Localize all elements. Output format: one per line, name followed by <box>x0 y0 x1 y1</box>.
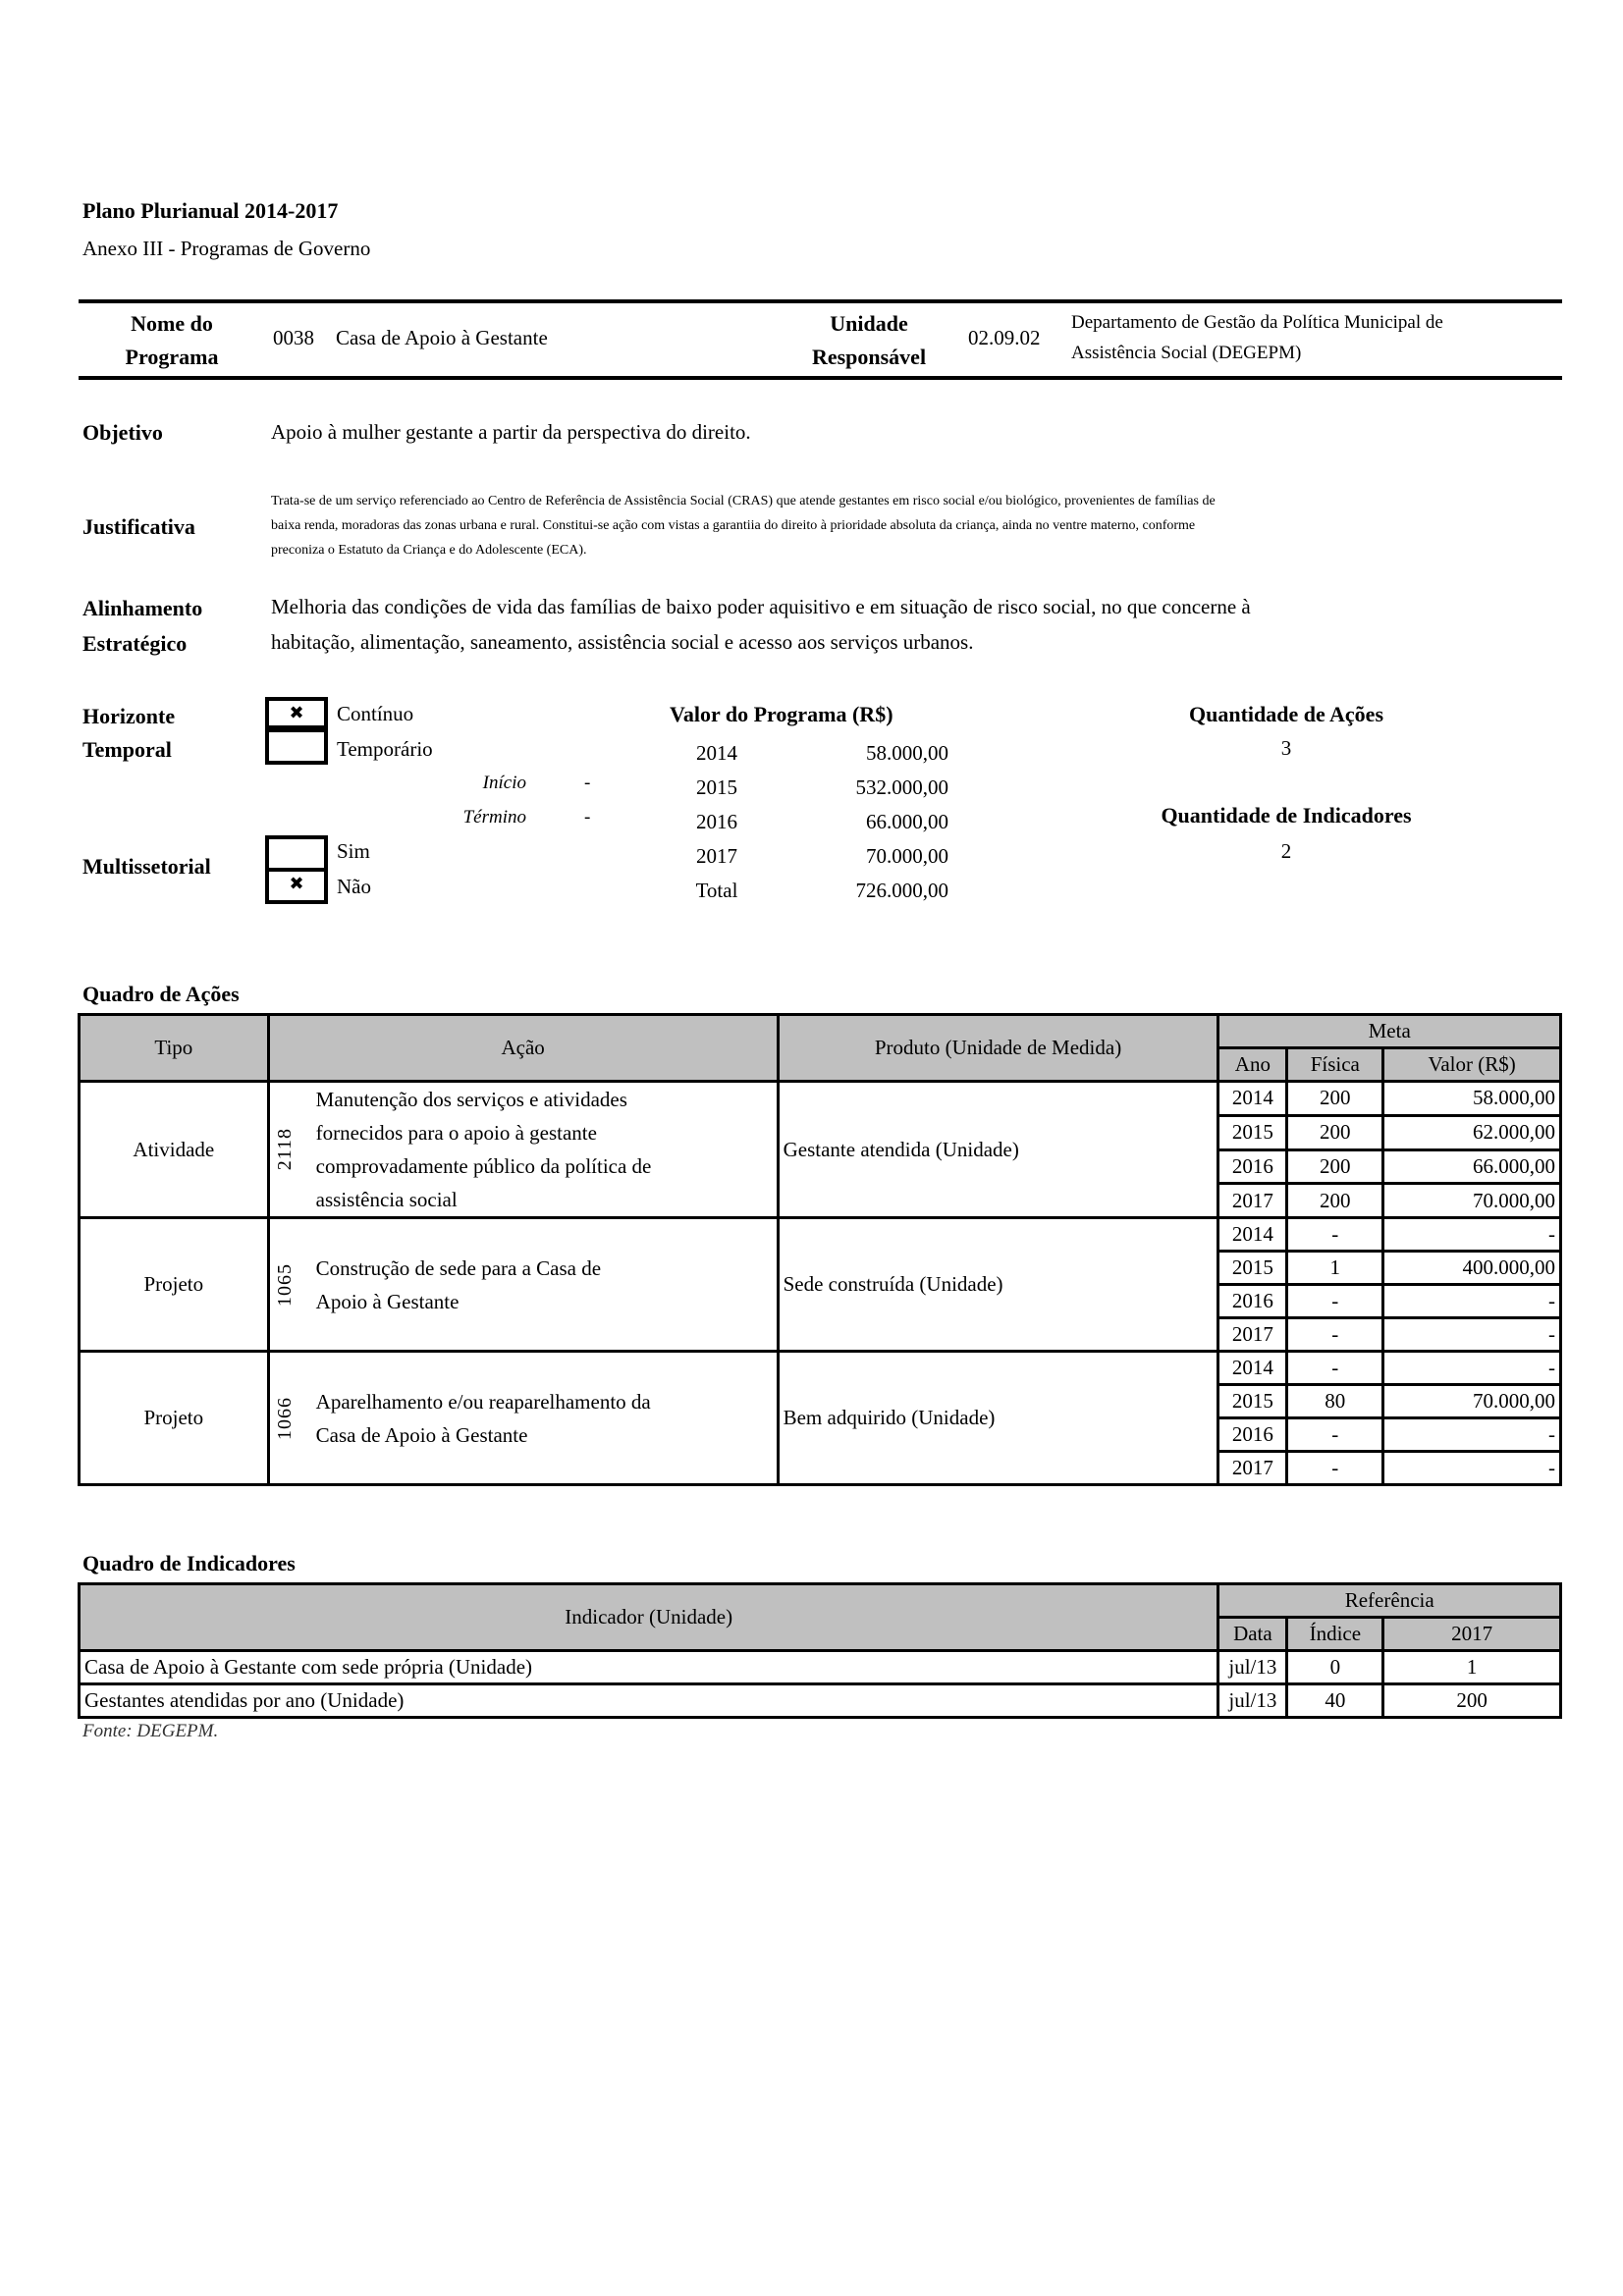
checkbox-temporario[interactable] <box>265 728 328 765</box>
meta-valor: - <box>1383 1418 1561 1452</box>
meta-fisica: - <box>1287 1285 1383 1318</box>
acao-produto: Gestante atendida (Unidade) <box>778 1082 1218 1218</box>
justificativa-text <box>271 489 1567 562</box>
alinhamento-text <box>271 589 1251 660</box>
meta-valor: 62.000,00 <box>1383 1115 1561 1149</box>
indicador-meta: 1 <box>1383 1651 1561 1684</box>
option-temporario-label: Temporário <box>337 737 433 761</box>
acao-line: assistência social <box>315 1188 458 1211</box>
meta-ano: 2015 <box>1218 1385 1287 1418</box>
valor-year: 2015 <box>696 775 737 799</box>
table-row <box>80 1082 1561 1116</box>
meta-valor: - <box>1383 1352 1561 1385</box>
col-fisica: Física <box>1287 1048 1383 1082</box>
meta-fisica: 200 <box>1287 1115 1383 1149</box>
meta-ano: 2014 <box>1218 1218 1287 1252</box>
col-meta: Meta <box>1218 1015 1561 1048</box>
quantidade-indicadores-value: 2 <box>1280 839 1292 863</box>
valor-programa-list <box>668 736 962 908</box>
alinhamento-line: habitação, alimentação, saneamento, assistência social e acesso aos serviços urbanos. <box>271 630 974 654</box>
meta-fisica: 80 <box>1287 1385 1383 1418</box>
quantidade-acoes-value: 3 <box>1280 736 1292 760</box>
table-row <box>80 1218 1561 1252</box>
inicio-label: Início <box>482 773 526 793</box>
valor-row <box>668 771 962 805</box>
acao-descricao <box>268 1218 778 1352</box>
meta-fisica: 200 <box>1287 1184 1383 1218</box>
program-name-label <box>98 307 245 374</box>
acao-tipo: Atividade <box>80 1082 269 1218</box>
col-indice: Índice <box>1287 1618 1383 1651</box>
acao-line: fornecidos para o apoio à gestante <box>315 1121 597 1145</box>
col-indicador: Indicador (Unidade) <box>80 1584 1218 1651</box>
alinhamento-label-line2: Estratégico <box>82 631 188 656</box>
meta-ano: 2016 <box>1218 1149 1287 1184</box>
quadro-indicadores-title: Quadro de Indicadores <box>82 1551 296 1575</box>
table-header-row <box>80 1584 1561 1618</box>
meta-ano: 2014 <box>1218 1352 1287 1385</box>
document-subtitle: Anexo III - Programas de Governo <box>82 237 371 260</box>
acao-cell <box>274 1385 773 1452</box>
valor-amount: 58.000,00 <box>866 741 948 765</box>
program-name: Casa de Apoio à Gestante <box>336 326 548 349</box>
acao-codigo: 1065 <box>273 1262 296 1307</box>
table-row <box>80 1684 1561 1718</box>
meta-ano: 2017 <box>1218 1184 1287 1218</box>
meta-valor: 70.000,00 <box>1383 1385 1561 1418</box>
meta-valor: 70.000,00 <box>1383 1184 1561 1218</box>
meta-valor: - <box>1383 1452 1561 1485</box>
acao-line: Manutenção dos serviços e atividades <box>315 1088 627 1111</box>
meta-ano: 2017 <box>1218 1452 1287 1485</box>
quadro-acoes-table <box>78 1013 1562 1486</box>
unit-name-line2: Assistência Social (DEGEPM) <box>1071 343 1302 363</box>
unit-name <box>1071 307 1443 368</box>
objetivo-label: Objetivo <box>82 420 163 445</box>
valor-total-amount: 726.000,00 <box>855 879 948 902</box>
acao-line: Construção de sede para a Casa de <box>315 1255 602 1280</box>
acao-text <box>297 1252 601 1318</box>
acao-tipo: Projeto <box>80 1218 269 1352</box>
program-code: 0038 <box>273 326 314 349</box>
responsible-unit-label <box>785 307 952 374</box>
checkbox-nao[interactable]: ✖ <box>265 868 328 904</box>
valor-year: 2016 <box>696 810 737 833</box>
option-continuo-label: Contínuo <box>337 702 414 725</box>
meta-valor: - <box>1383 1318 1561 1352</box>
program-name-label-line1: Nome do <box>131 311 213 336</box>
meta-valor: 400.000,00 <box>1383 1252 1561 1285</box>
alinhamento-label <box>82 591 202 662</box>
quantidade-indicadores-label: Quantidade de Indicadores <box>1161 803 1412 828</box>
checkbox-sim[interactable] <box>265 835 328 872</box>
multissetorial-label: Multissetorial <box>82 854 211 879</box>
acao-produto: Sede construída (Unidade) <box>778 1218 1218 1352</box>
indicador-data: jul/13 <box>1218 1651 1287 1684</box>
valor-programa-title: Valor do Programa (R$) <box>670 702 893 726</box>
acao-text <box>297 1385 651 1452</box>
acao-codigo: 1066 <box>273 1396 296 1440</box>
indicador-nome: Gestantes atendidas por ano (Unidade) <box>80 1684 1218 1718</box>
meta-ano: 2015 <box>1218 1252 1287 1285</box>
document-title: Plano Plurianual 2014-2017 <box>82 198 339 223</box>
meta-fisica: - <box>1287 1218 1383 1252</box>
horizonte-label-line2: Temporal <box>82 737 172 762</box>
header-bottom-rule <box>79 376 1562 380</box>
checkbox-continuo[interactable]: ✖ <box>265 697 328 729</box>
meta-fisica: - <box>1287 1418 1383 1452</box>
justificativa-line: Trata-se de um serviço referenciado ao Centro de Referência de Assistência Social (CRAS) que atende gestantes em risco social e/ou biológico, provenientes de famílias de <box>271 494 1216 508</box>
acao-produto: Bem adquirido (Unidade) <box>778 1352 1218 1485</box>
meta-ano: 2016 <box>1218 1418 1287 1452</box>
source-note: Fonte: DEGEPM. <box>82 1721 219 1741</box>
indicador-indice: 0 <box>1287 1651 1383 1684</box>
valor-amount: 66.000,00 <box>866 810 948 833</box>
meta-fisica: - <box>1287 1318 1383 1352</box>
header-top-rule <box>79 299 1562 303</box>
termino-label: Término <box>462 807 526 828</box>
acao-descricao <box>268 1082 778 1218</box>
valor-amount: 532.000,00 <box>855 775 948 799</box>
valor-year: 2014 <box>696 741 737 765</box>
program-name-label-line2: Programa <box>125 345 219 369</box>
table-row <box>80 1651 1561 1684</box>
unit-name-line1: Departamento de Gestão da Política Municipal de <box>1071 312 1443 333</box>
col-data: Data <box>1218 1618 1287 1651</box>
meta-valor: - <box>1383 1285 1561 1318</box>
horizonte-label <box>82 700 175 767</box>
meta-fisica: - <box>1287 1352 1383 1385</box>
valor-row <box>668 805 962 839</box>
acao-descricao <box>268 1352 778 1485</box>
meta-valor: 66.000,00 <box>1383 1149 1561 1184</box>
valor-total-label: Total <box>695 879 738 902</box>
responsible-unit-label-line1: Unidade <box>830 311 908 336</box>
indicador-data: jul/13 <box>1218 1684 1287 1718</box>
valor-year: 2017 <box>696 844 737 868</box>
valor-row <box>668 736 962 771</box>
valor-row <box>668 839 962 874</box>
meta-valor: 58.000,00 <box>1383 1082 1561 1116</box>
meta-ano: 2016 <box>1218 1285 1287 1318</box>
acao-tipo: Projeto <box>80 1352 269 1485</box>
acao-cell <box>274 1252 773 1318</box>
valor-total-row <box>668 874 962 908</box>
acao-line: Aparelhamento e/ou reaparelhamento da <box>315 1389 651 1414</box>
acao-text <box>297 1083 652 1216</box>
option-sim-label: Sim <box>337 839 370 863</box>
table-row <box>80 1352 1561 1385</box>
quadro-acoes-title: Quadro de Ações <box>82 982 240 1006</box>
col-valor: Valor (R$) <box>1383 1048 1561 1082</box>
termino-value: - <box>584 807 591 828</box>
justificativa-line: preconiza o Estatuto da Criança e do Adolescente (ECA). <box>271 543 587 558</box>
meta-fisica: 200 <box>1287 1149 1383 1184</box>
quadro-indicadores-table <box>78 1582 1562 1719</box>
meta-ano: 2015 <box>1218 1115 1287 1149</box>
table-header-row <box>80 1015 1561 1048</box>
indicador-nome: Casa de Apoio à Gestante com sede própria (Unidade) <box>80 1651 1218 1684</box>
acao-line: comprovadamente público da política de <box>315 1154 652 1178</box>
acao-codigo: 2118 <box>273 1128 296 1171</box>
acao-line: Casa de Apoio à Gestante <box>315 1422 528 1447</box>
inicio-value: - <box>584 773 591 793</box>
option-nao-label: Não <box>337 875 371 898</box>
meta-ano: 2017 <box>1218 1318 1287 1352</box>
objetivo-text: Apoio à mulher gestante a partir da perspectiva do direito. <box>271 420 751 444</box>
col-referencia: Referência <box>1218 1584 1561 1618</box>
col-tipo: Tipo <box>80 1015 269 1082</box>
col-ano: Ano <box>1218 1048 1287 1082</box>
acao-cell <box>274 1083 773 1216</box>
col-acao: Ação <box>268 1015 778 1082</box>
unit-code: 02.09.02 <box>968 326 1041 349</box>
acao-line: Apoio à Gestante <box>315 1289 460 1313</box>
horizonte-label-line1: Horizonte <box>82 704 176 728</box>
alinhamento-label-line1: Alinhamento <box>82 596 203 620</box>
responsible-unit-label-line2: Responsável <box>811 345 927 369</box>
meta-fisica: 1 <box>1287 1252 1383 1285</box>
col-2017: 2017 <box>1383 1618 1561 1651</box>
meta-valor: - <box>1383 1218 1561 1252</box>
alinhamento-line: Melhoria das condições de vida das famílias de baixo poder aquisitivo e em situação de risco social, no que concerne à <box>271 595 1251 618</box>
quantidade-acoes-label: Quantidade de Ações <box>1188 702 1384 726</box>
justificativa-line: baixa renda, moradoras das zonas urbana e rural. Constitui-se ação com vistas a garantiia do direito à prioridade absoluta da criança, ainda no ventre materno, conforme <box>271 518 1196 533</box>
meta-fisica: 200 <box>1287 1082 1383 1116</box>
indicador-indice: 40 <box>1287 1684 1383 1718</box>
indicador-meta: 200 <box>1383 1684 1561 1718</box>
meta-fisica: - <box>1287 1452 1383 1485</box>
justificativa-label: Justificativa <box>82 514 195 539</box>
valor-amount: 70.000,00 <box>866 844 948 868</box>
meta-ano: 2014 <box>1218 1082 1287 1116</box>
col-produto: Produto (Unidade de Medida) <box>778 1015 1218 1082</box>
